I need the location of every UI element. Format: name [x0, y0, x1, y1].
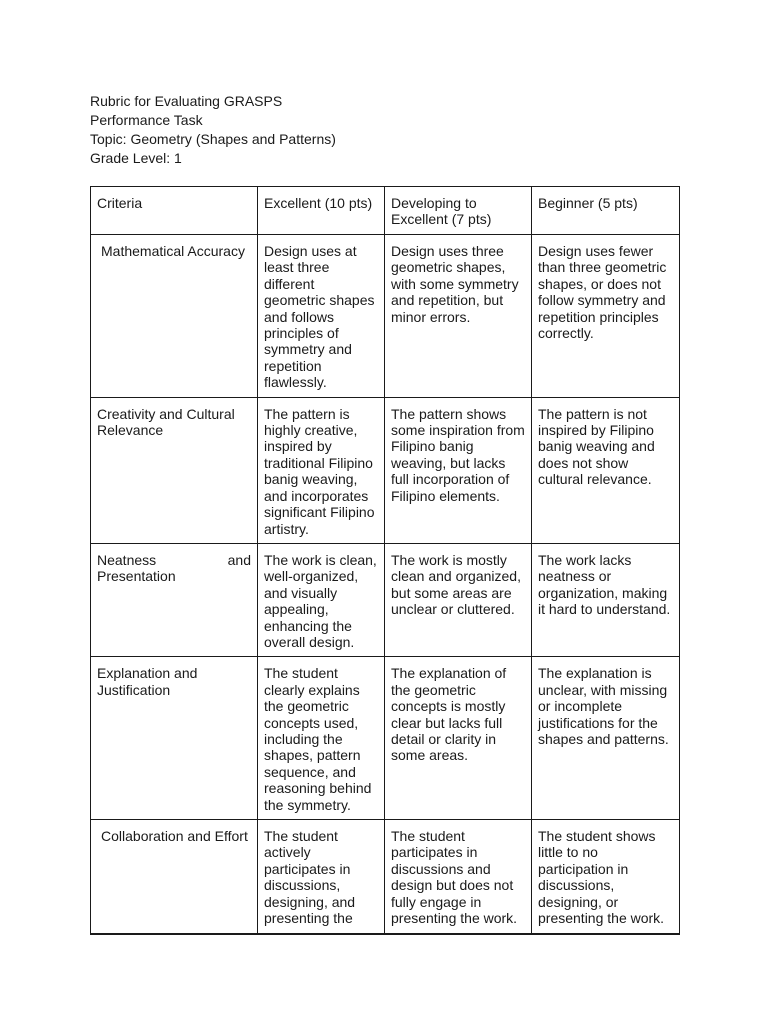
developing-cell: The explanation of the geometric concepts is mostly clear but lacks full detail or clarity in some areas.: [385, 657, 532, 820]
header-criteria: Criteria: [91, 187, 258, 235]
table-row: [91, 820, 680, 934]
rubric-table: [90, 186, 680, 935]
developing-cell: Design uses three geometric shapes, with some symmetry and repetition, but minor errors.: [385, 235, 532, 398]
beginner-cell: The explanation is unclear, with missing or incomplete justifications for the shapes and patterns.: [532, 657, 680, 820]
excellent-cell: Design uses at least three different geometric shapes and follows principles of symmetry and repetition flawlessly.: [258, 235, 385, 398]
table-header-row: [91, 187, 680, 235]
excellent-cell: The pattern is highly creative, inspired by traditional Filipino banig weaving, and incorporates significant Filipino artistry.: [258, 397, 385, 543]
criteria-cell: Creativity and Cultural Relevance: [91, 397, 258, 543]
table-row: [91, 397, 680, 543]
document-header: [90, 92, 336, 168]
beginner-cell: Design uses fewer than three geometric shapes, or does not follow symmetry and repetition principles correctly.: [532, 235, 680, 398]
beginner-cell: The work lacks neatness or organization, making it hard to understand.: [532, 543, 680, 656]
developing-cell: The pattern shows some inspiration from Filipino banig weaving, but lacks full incorporation of Filipino elements.: [385, 397, 532, 543]
beginner-cell: The pattern is not inspired by Filipino banig weaving and does not show cultural relevance.: [532, 397, 680, 543]
excellent-cell: The work is clean, well-organized, and visually appealing, enhancing the overall design.: [258, 543, 385, 656]
criteria-cell: Collaboration and Effort: [91, 820, 258, 934]
table-row: [91, 235, 680, 398]
criteria-cell: Neatness and Presentation: [91, 543, 258, 656]
document-title: Rubric for Evaluating GRASPS: [90, 93, 283, 109]
developing-cell: The work is mostly clean and organized, but some areas are unclear or cluttered.: [385, 543, 532, 656]
beginner-cell: The student shows little to no participation in discussions, designing, or presenting the work.: [532, 820, 680, 934]
excellent-cell: The student actively participates in discussions, designing, and presenting the: [258, 820, 385, 934]
grade-level-line: Grade Level: 1: [90, 150, 182, 166]
criteria-cell: Explanation and Justification: [91, 657, 258, 820]
header-developing: Developing to Excellent (7 pts): [385, 187, 532, 235]
document-subtitle: Performance Task: [90, 112, 203, 128]
header-excellent: Excellent (10 pts): [258, 187, 385, 235]
table-row: [91, 543, 680, 656]
table-row: [91, 657, 680, 820]
criteria-cell: Mathematical Accuracy: [91, 235, 258, 398]
developing-cell: The student participates in discussions and design but does not fully engage in presenting the work.: [385, 820, 532, 934]
header-beginner: Beginner (5 pts): [532, 187, 680, 235]
topic-line: Topic: Geometry (Shapes and Patterns): [90, 131, 336, 147]
excellent-cell: The student clearly explains the geometric concepts used, including the shapes, pattern sequence, and reasoning behind the symmetry.: [258, 657, 385, 820]
